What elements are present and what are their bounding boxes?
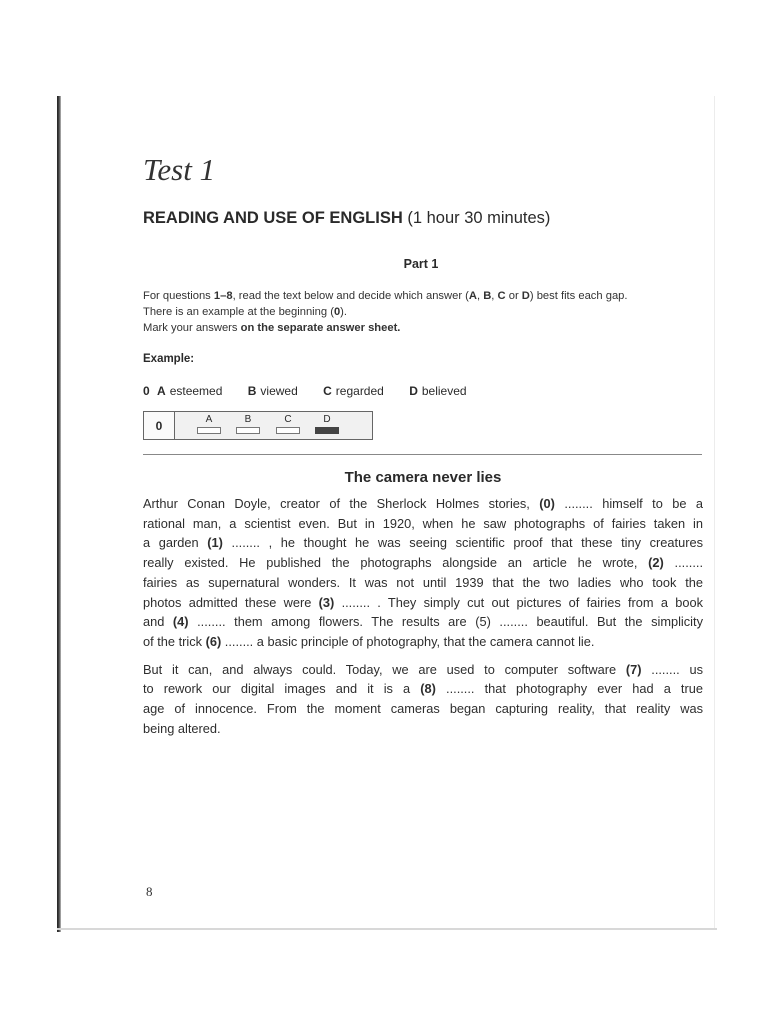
divider — [143, 454, 702, 455]
scan-page-edge — [57, 96, 61, 932]
text: But it can, and always could. Today, we are used to computer software — [143, 661, 626, 677]
article-title: The camera never lies — [344, 469, 502, 486]
text: being altered. — [143, 720, 221, 736]
part-title: Part 1 — [403, 257, 439, 271]
text: age of innocence. From the moment cameras began capturing reality, that reality was — [143, 701, 703, 717]
text: ........ a basic principle of photography, that the camera cannot lie. — [221, 633, 595, 649]
choice-box — [197, 427, 221, 434]
text: and — [143, 614, 173, 630]
article-line — [143, 679, 703, 699]
text: ........ us — [641, 661, 703, 677]
text: ........ that photography ever had a true — [435, 681, 703, 697]
choice-box — [276, 427, 300, 434]
example-option-2 — [323, 384, 384, 398]
answer-choices — [175, 412, 372, 439]
answer-choice-d — [315, 414, 339, 434]
text: , — [476, 290, 484, 302]
option-word: regarded — [335, 384, 384, 398]
text: ........ himself to be a — [554, 496, 704, 511]
article-line — [143, 632, 703, 652]
gap-number: (2) — [648, 555, 664, 571]
text: ........ . They simply cut out pictures of fairies from a book — [334, 594, 703, 610]
answer-choice-a — [197, 414, 221, 434]
text: For questions — [143, 290, 214, 302]
gap-number: (6) — [205, 633, 222, 649]
example-option-0 — [143, 384, 222, 398]
text: There is an example at the beginning ( — [143, 306, 334, 318]
instructions-line-2 — [143, 304, 723, 320]
example-number: 0 — [143, 384, 150, 398]
option-letter: A — [468, 290, 477, 302]
text: Arthur Conan Doyle, creator of the Sherlock Holmes stories, — [143, 496, 540, 511]
option-word: viewed — [260, 384, 298, 398]
example-options — [143, 384, 489, 398]
scan-page-bottom-edge — [57, 928, 717, 930]
text: to rework our digital images and it is a — [143, 681, 421, 697]
text: fairies as supernatural wonders. It was not until 1939 that the two ladies who took the — [143, 574, 703, 590]
answer-choice-b — [236, 414, 260, 434]
text: Mark your answers — [143, 322, 241, 334]
choice-letter: A — [205, 414, 213, 425]
gap-number: (4) — [172, 614, 189, 630]
gap-number: (1) — [207, 535, 223, 551]
text: photos admitted these were — [143, 594, 319, 610]
choice-letter: C — [284, 414, 292, 425]
instructions — [143, 288, 723, 336]
choice-letter: B — [244, 414, 252, 425]
article-line — [143, 612, 703, 632]
example-label: Example: — [143, 353, 195, 365]
section-duration: (1 hour 30 minutes) — [407, 209, 551, 227]
article-body — [143, 494, 703, 738]
text: , read the text below and decide which answer ( — [232, 290, 469, 302]
section-title — [143, 209, 550, 228]
option-letter: D — [409, 384, 418, 398]
article-line — [143, 573, 703, 593]
question-range: 1–8 — [213, 290, 233, 302]
scan-page-right-edge — [714, 96, 715, 930]
answer-number: 0 — [144, 412, 175, 439]
text: or — [505, 290, 522, 302]
text: ........ , he thought he was seeing scientific proof that these tiny creatures — [222, 535, 703, 551]
text: ........ them among flowers. The results are (5) ........ beautiful. But the simplicity — [188, 614, 703, 630]
text: ........ — [663, 555, 703, 571]
choice-box — [236, 427, 260, 434]
option-word: believed — [421, 384, 467, 398]
article-line — [143, 494, 703, 514]
example-option-3 — [409, 384, 466, 398]
choice-box-filled — [315, 427, 339, 434]
text: really existed. He published the photographs alongside an article he wrote, — [143, 555, 649, 571]
test-title: Test 1 — [143, 152, 216, 187]
article-line — [143, 514, 703, 534]
text: ) best fits each gap. — [529, 290, 628, 302]
example-answer-box — [143, 411, 373, 440]
example-option-1 — [248, 384, 298, 398]
text-emphasis: on the separate answer sheet. — [240, 322, 401, 334]
article-line — [143, 719, 703, 739]
gap-number: (8) — [420, 681, 436, 697]
gap-number: (3) — [318, 594, 335, 610]
option-letter: C — [323, 384, 332, 398]
example-number: 0 — [333, 306, 341, 318]
option-letter: B — [483, 290, 492, 302]
option-letter: B — [247, 384, 257, 398]
text: rational man, a scientist even. But in 1920, when he saw photographs of fairies taken in — [143, 515, 703, 531]
text: ). — [340, 306, 348, 318]
option-letter: A — [157, 384, 166, 398]
article-line — [143, 553, 703, 573]
section-name: READING AND USE OF ENGLISH — [143, 209, 403, 227]
answer-choice-c — [276, 414, 300, 434]
instructions-line-3 — [143, 320, 723, 336]
article-paragraph-1 — [143, 494, 703, 652]
option-letter: C — [497, 290, 506, 302]
option-letter: D — [521, 290, 530, 302]
text: a garden — [143, 535, 208, 551]
page-number: 8 — [146, 884, 153, 899]
text: of the trick — [143, 633, 206, 649]
instructions-line-1 — [143, 288, 723, 304]
article-line — [143, 593, 703, 613]
text: , — [491, 290, 498, 302]
article-paragraph-2 — [143, 660, 703, 739]
choice-letter: D — [323, 414, 331, 425]
article-line — [143, 660, 703, 680]
option-word: esteemed — [169, 384, 223, 398]
gap-number: (7) — [625, 661, 642, 677]
gap-number: (0) — [539, 496, 555, 511]
article-line — [143, 533, 703, 553]
article-line — [143, 699, 703, 719]
